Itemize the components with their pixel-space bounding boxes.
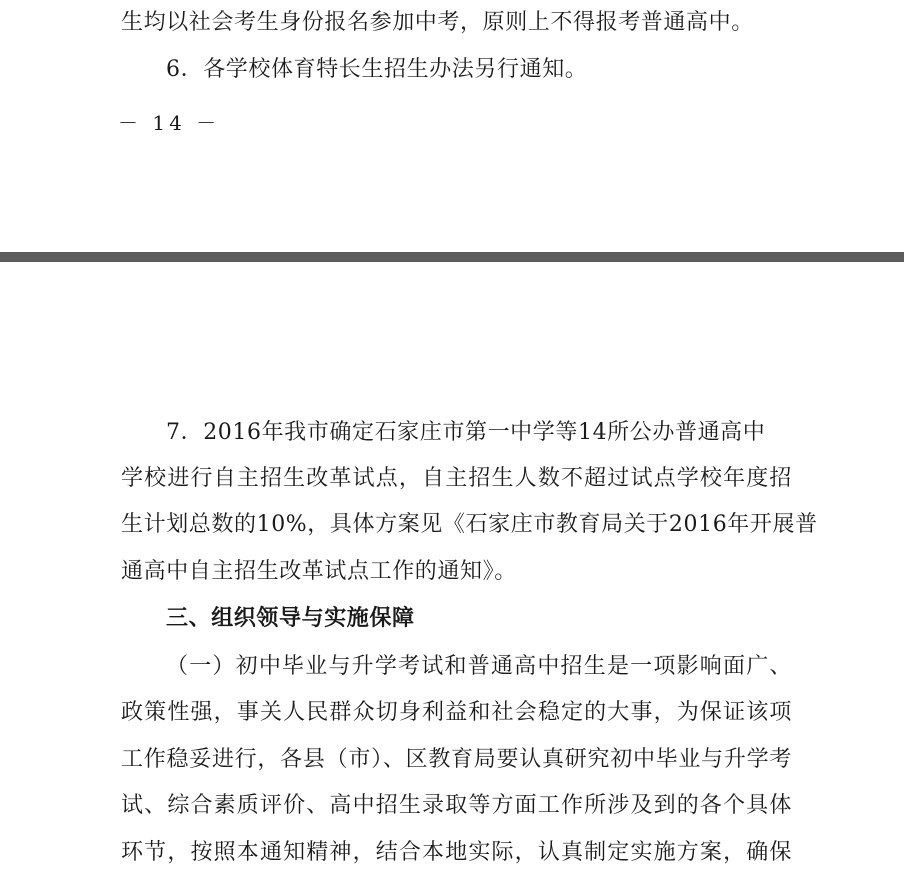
page-number: － 14 － bbox=[118, 111, 221, 135]
paragraph-line: 工作稳妥进行，各县（市）、区教育局要认真研究初中毕业与升学考 bbox=[121, 747, 792, 772]
paragraph-line: 通高中自主招生改革试点工作的通知》。 bbox=[121, 559, 517, 584]
text-line: 生均以社会考生身份报名参加中考，原则上不得报考普通高中。 bbox=[121, 10, 754, 35]
document-page-upper bbox=[0, 0, 904, 252]
paragraph-line: 学校进行自主招生改革试点，自主招生人数不超过试点学校年度招 bbox=[121, 466, 792, 491]
section-heading: 三、组织领导与实施保障 bbox=[166, 606, 415, 631]
text-line: 6．各学校体育特长生招生办法另行通知。 bbox=[166, 57, 588, 82]
paragraph-line: 试、综合素质评价、高中招生录取等方面工作所涉及到的各个具体 bbox=[121, 793, 792, 818]
document-page-lower bbox=[0, 262, 904, 876]
paragraph-line: 生计划总数的10%，具体方案见《石家庄市教育局关于2016年开展普 bbox=[121, 512, 818, 537]
paragraph-line: 环节，按照本通知精神，结合本地实际，认真制定实施方案，确保 bbox=[121, 840, 792, 865]
paragraph-line: 政策性强，事关人民群众切身利益和社会稳定的大事，为保证该项 bbox=[121, 700, 792, 725]
page-separator bbox=[0, 252, 904, 262]
paragraph-line: 7．2016年我市确定石家庄市第一中学等14所公办普通高中 bbox=[166, 420, 766, 445]
paragraph-line: （一）初中毕业与升学考试和普通高中招生是一项影响面广、 bbox=[166, 654, 792, 679]
